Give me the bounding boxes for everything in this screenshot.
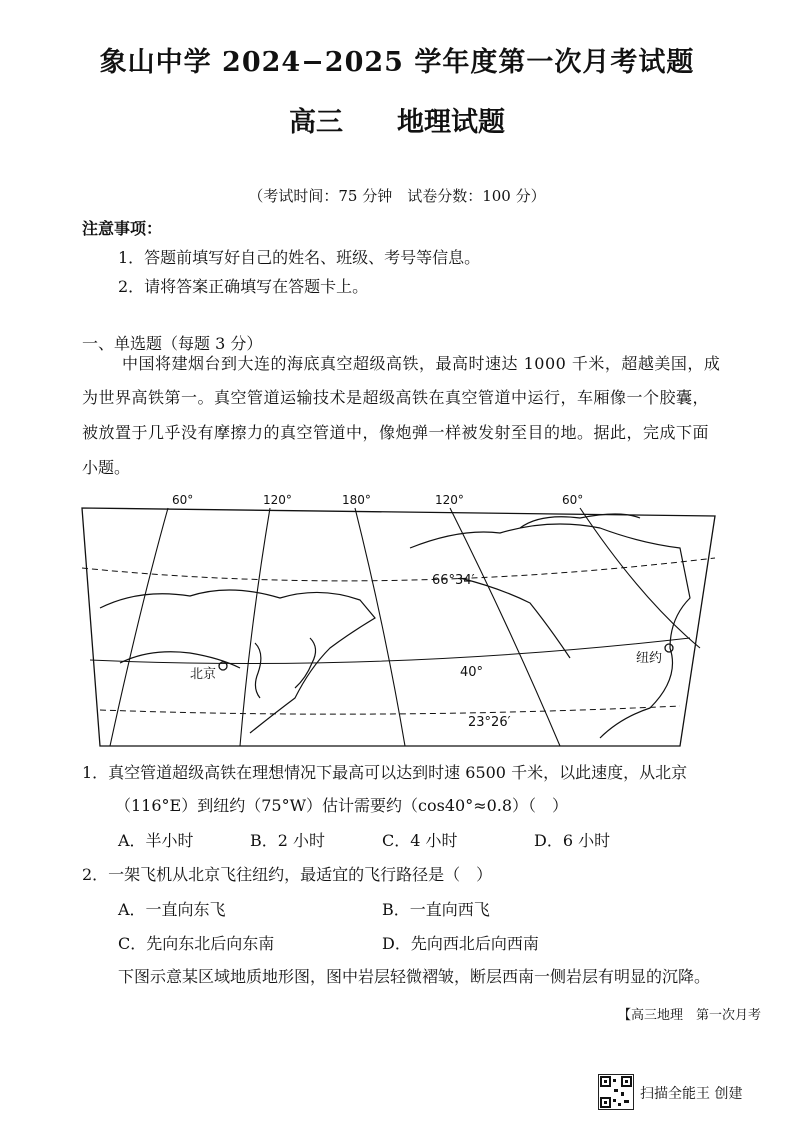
- exam-info: （考试时间：75 分钟 试卷分数：100 分）: [248, 187, 546, 205]
- question-option: C．先向东北后向东南: [118, 934, 275, 953]
- notice-item: 2．请将答案正确填写在答题卡上。: [118, 277, 369, 296]
- coastlines: [100, 514, 690, 738]
- notice-item: 1．答题前填写好自己的姓名、班级、考号等信息。: [118, 248, 481, 267]
- grade-label: 高三: [289, 107, 343, 138]
- meridian-lines: [110, 508, 700, 746]
- exam-subtitle: [0, 100, 794, 139]
- next-question-intro: 下图示意某区域地质地形图，图中岩层轻微褶皱，断层西南一侧岩层有明显的沉降。: [118, 967, 711, 986]
- question-option: D．先向西北后向西南: [382, 934, 539, 953]
- question-text: 1．真空管道超级高铁在理想情况下最高可以达到时速 6500 千米，以此速度，从北京: [82, 763, 688, 782]
- newyork-label: 纽约: [636, 651, 663, 666]
- exam-title: 象山中学 2024−2025 学年度第一次月考试题: [99, 47, 695, 78]
- notice-heading: 注意事项：: [82, 219, 163, 238]
- longitude-label: 120°: [263, 493, 292, 507]
- subject-label: 地理试题: [397, 107, 505, 138]
- arctic-circle-label: 66°34′: [432, 573, 475, 588]
- longitude-label: 60°: [172, 493, 194, 507]
- arctic-circle-line: [82, 558, 715, 581]
- scanner-watermark: 扫描全能王 创建: [640, 1086, 743, 1102]
- lat40-line: [90, 638, 690, 664]
- beijing-label: 北京: [190, 667, 217, 682]
- longitude-label: 120°: [435, 493, 464, 507]
- passage-line: 小题。: [82, 458, 131, 477]
- question-option: A．半小时: [118, 831, 194, 850]
- footer-tag: 【高三地理 第一次月考: [618, 1008, 762, 1023]
- newyork-marker: [665, 644, 673, 652]
- question-option: B．一直向西飞: [382, 900, 490, 919]
- qr-code-icon: [598, 1074, 634, 1110]
- passage-line: 为世界高铁第一。真空管道运输技术是超级高铁在真空管道中运行，车厢像一个胶囊，: [82, 388, 710, 407]
- longitude-label: 60°: [562, 493, 584, 507]
- tropic-label: 23°26′: [468, 715, 511, 730]
- world-map: [80, 488, 720, 750]
- tropic-line: [100, 706, 680, 714]
- longitude-label: 180°: [342, 493, 371, 507]
- question-option: B．2 小时: [250, 831, 326, 850]
- question-option: C．4 小时: [382, 831, 458, 850]
- question-text: （116°E）到纽约（75°W）估计需要约（cos40°≈0.8）（ ）: [115, 796, 569, 815]
- lat40-label: 40°: [460, 665, 484, 680]
- passage-line: 被放置于几乎没有摩擦力的真空管道中，像炮弹一样被发射至目的地。据此，完成下面: [82, 423, 710, 442]
- question-option: D．6 小时: [534, 831, 611, 850]
- section-heading: 一、单选题（每题 3 分）: [82, 334, 263, 353]
- question-text: 2．一架飞机从北京飞往纽约，最适宜的飞行路径是（ ）: [82, 865, 493, 884]
- question-option: A．一直向东飞: [118, 900, 226, 919]
- passage-line: 中国将建烟台到大连的海底真空超级高铁，最高时速达 1000 千米，超越美国，成: [122, 354, 721, 373]
